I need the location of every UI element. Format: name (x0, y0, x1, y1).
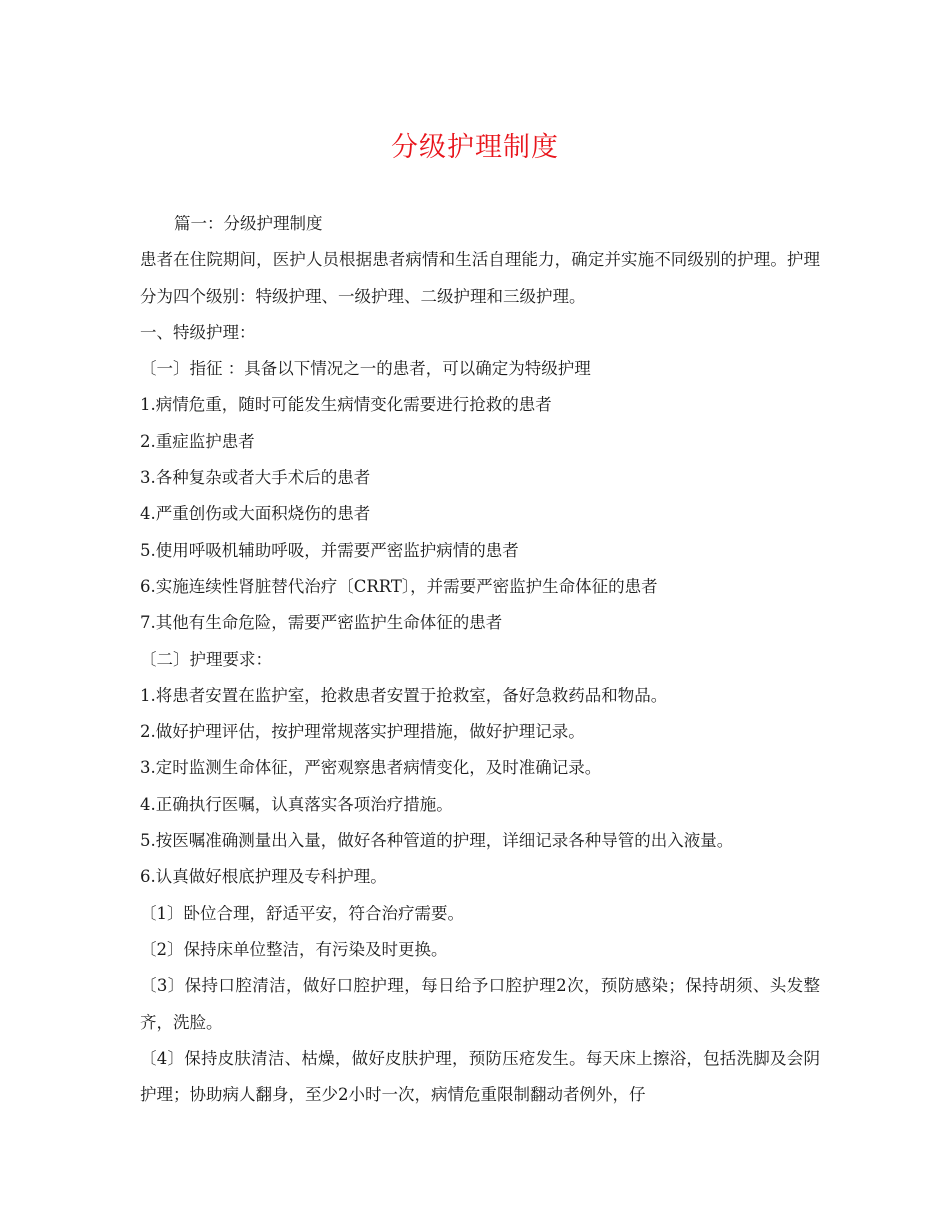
paragraph: 4.严重创伤或大面积烧伤的患者 (140, 504, 371, 524)
paragraph: 〔3〕保持口腔清洁，做好口腔护理，每日给予口腔护理2次，预防感染；保持胡须、头发整齐，洗脸。 (140, 976, 820, 1032)
paragraph: 7.其他有生命危险，需要严密监护生命体征的患者 (140, 613, 503, 633)
paragraph: 〔2〕保持床单位整洁，有污染及时更换。 (140, 939, 448, 959)
paragraph: 5.按医嘱准确测量出入量，做好各种管道的护理，详细记录各种导管的出入液量。 (140, 831, 734, 851)
paragraph: 〔二〕护理要求： (140, 649, 272, 669)
paragraph: 1.将患者安置在监护室，抢救患者安置于抢救室，备好急救药品和物品。 (140, 685, 668, 705)
paragraph: 〔1〕卧位合理，舒适平安，符合治疗需要。 (140, 903, 464, 923)
document-body (140, 206, 820, 1113)
paragraph: 2.重症监护患者 (140, 431, 255, 451)
paragraph: 〔一〕指征 ：具备以下情况之一的患者，可以确定为特级护理 (140, 359, 591, 379)
paragraph: 2.做好护理评估，按护理常规落实护理措施，做好护理记录。 (140, 722, 585, 742)
paragraph: 3.定时监测生命体征，严密观察患者病情变化，及时准确记录。 (140, 758, 602, 778)
paragraph: 6.实施连续性肾脏替代治疗〔CRRT〕，并需要严密监护生命体征的患者 (140, 576, 658, 596)
document-title: 分级护理制度 (391, 132, 559, 163)
paragraph: 6.认真做好根底护理及专科护理。 (140, 867, 387, 887)
paragraph: 一、特级护理： (140, 322, 256, 342)
paragraph: 患者在住院期间，医护人员根据患者病情和生活自理能力，确定并实施不同级别的护理。护理分为四个级别：特级护理、一级护理、二级护理和三级护理。 (140, 250, 820, 306)
paragraph: 〔4〕保持皮肤清洁、枯燥，做好皮肤护理，预防压疮发生。每天床上擦浴，包括洗脚及会阴护理；协助病人翻身，至少2小时一次，病情危重限制翻动者例外，仔 (140, 1048, 820, 1105)
paragraph: 3.各种复杂或者大手术后的患者 (140, 468, 371, 488)
paragraph: 5.使用呼吸机辅助呼吸，并需要严密监护病情的患者 (140, 540, 519, 560)
paragraph: 1.病情危重，随时可能发生病情变化需要进行抢救的患者 (140, 395, 552, 415)
paragraph: 4.正确执行医嘱，认真落实各项治疗措施。 (140, 794, 453, 814)
paragraph: 篇一：分级护理制度 (174, 214, 323, 233)
